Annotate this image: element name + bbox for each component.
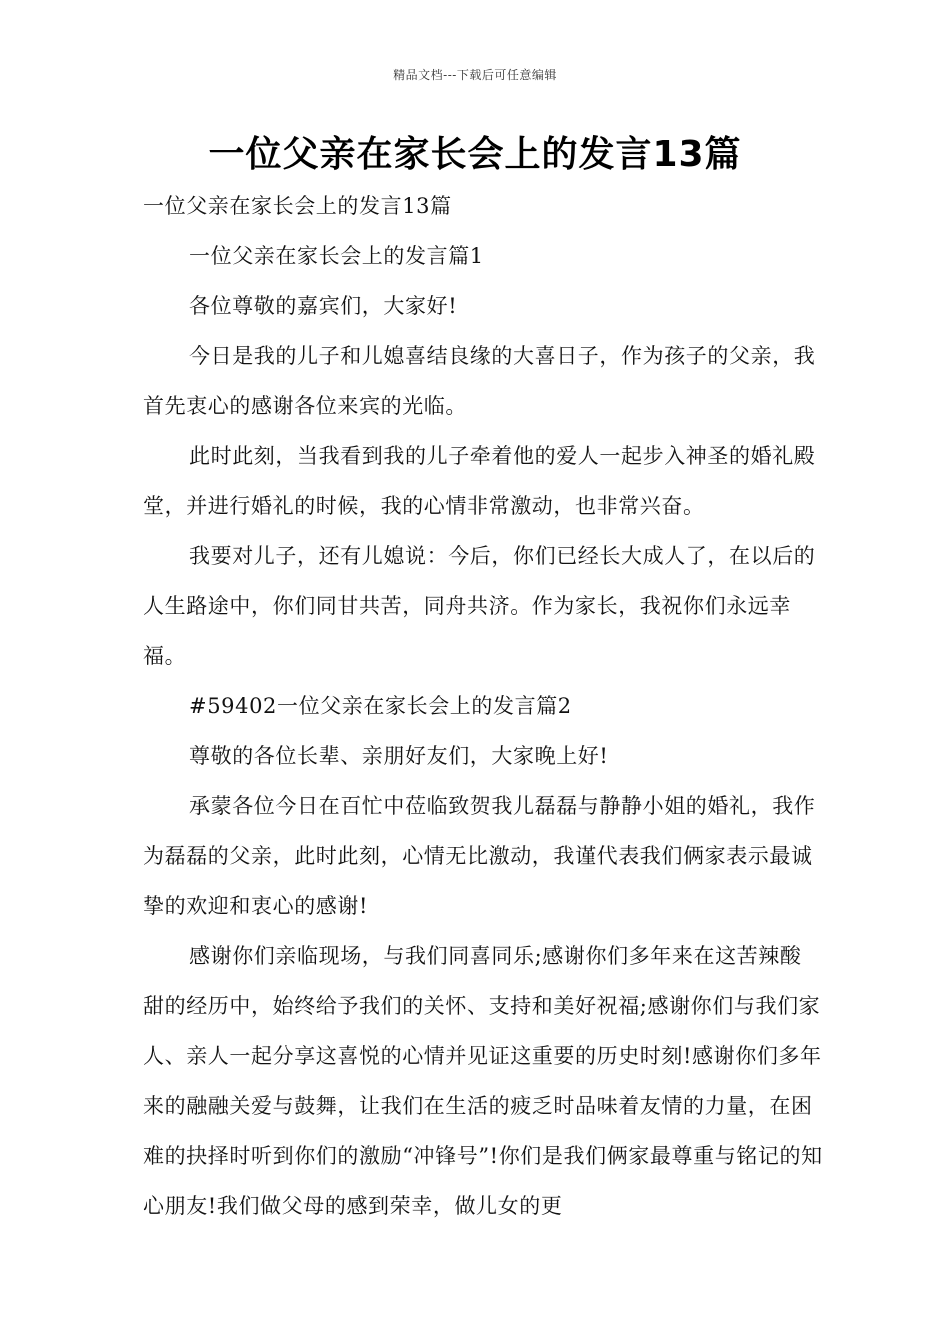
paragraph: 今日是我的儿子和儿媳喜结良缘的大喜日子，作为孩子的父亲，我首先衷心的感谢各位来宾的光临。 bbox=[143, 344, 816, 418]
paragraph: 我要对儿子，还有儿媳说：今后，你们已经长大成人了，在以后的人生路途中，你们同甘共苦，同舟共济。作为家长，我祝你们永远幸福。 bbox=[143, 544, 816, 668]
paragraph: 此时此刻，当我看到我的儿子牵着他的爱人一起步入神圣的婚礼殿堂，并进行婚礼的时候，我的心情非常激动，也非常兴奋。 bbox=[143, 444, 816, 518]
paragraph: 承蒙各位今日在百忙中莅临致贺我儿磊磊与静静小姐的婚礼，我作为磊磊的父亲，此时此刻，心情无比激动，我谨代表我们俩家表示最诚挚的欢迎和衷心的感谢! bbox=[143, 794, 816, 918]
header-note: 精品文档---下载后可任意编辑 bbox=[393, 68, 557, 82]
section-heading-2: #59402一位父亲在家长会上的发言篇2 bbox=[189, 694, 572, 718]
paragraph: 各位尊敬的嘉宾们，大家好! bbox=[189, 294, 458, 318]
section-heading-1: 一位父亲在家长会上的发言篇1 bbox=[189, 244, 484, 268]
paragraph: 感谢你们亲临现场，与我们同喜同乐;感谢你们多年来在这苦辣酸甜的经历中，始终给予我们的关怀、支持和美好祝福;感谢你们与我们家人、亲人一起分享这喜悦的心情并见证这重要的历史时刻!感谢你们多年来的融融关爱与鼓舞，让我们在生活的疲乏时品味着友情的力量，在困难的抉择时听到你们的激励“冲锋号”!你们是我们俩家最尊重与铭记的知心朋友!我们做父母的感到荣幸，做儿女的更 bbox=[143, 944, 823, 1218]
paragraph-subtitle: 一位父亲在家长会上的发言13篇 bbox=[143, 194, 452, 218]
document-body bbox=[143, 181, 823, 1231]
document-title: 一位父亲在家长会上的发言13篇 bbox=[208, 134, 742, 175]
paragraph: 尊敬的各位长辈、亲朋好友们，大家晚上好! bbox=[189, 744, 609, 768]
